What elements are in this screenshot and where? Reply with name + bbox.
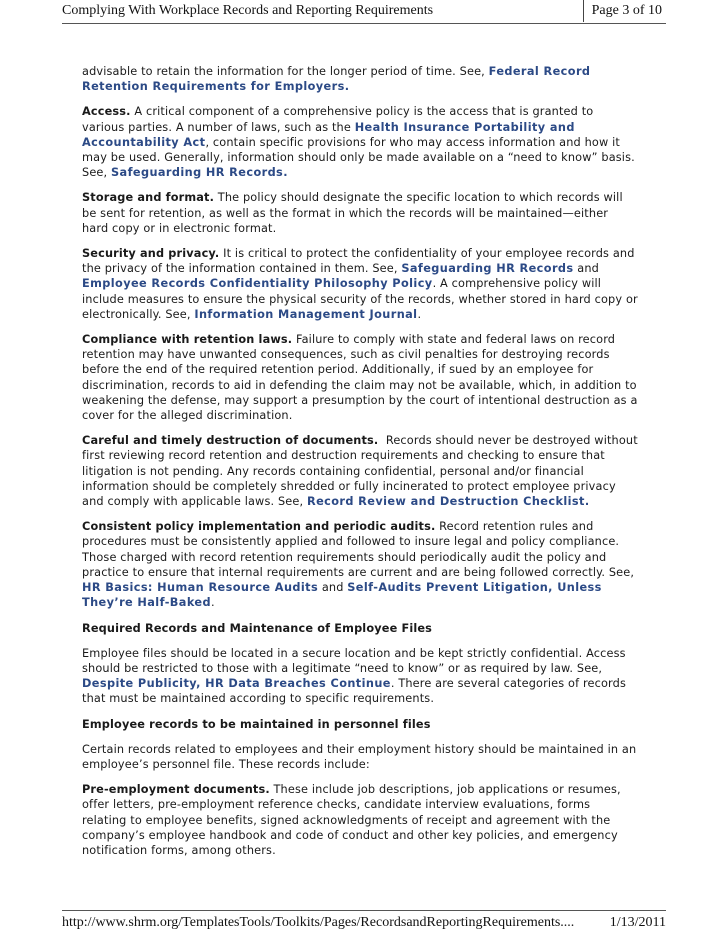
paragraph-retention: advisable to retain the information for the longer period of time. See, Federal Record Retention Requirements for Employers. — [82, 65, 591, 94]
link-safeguarding-hr-records-2[interactable]: Safeguarding HR Records — [401, 262, 574, 276]
link-hr-basics-audits[interactable]: HR Basics: Human Resource Audits — [82, 581, 319, 595]
heading-destruction: Careful and timely destruction of documents. — [82, 434, 379, 448]
link-hr-data-breaches[interactable]: Despite Publicity, HR Data Breaches Continue — [82, 677, 391, 691]
heading-storage: Storage and format. — [82, 191, 215, 205]
link-federal-record-retention[interactable]: Federal Record Retention Requirements for Employers — [82, 65, 591, 94]
paragraph-employee-files: Employee files should be located in a secure location and be kept strictly confidential. Access should be restricted to those with a legitimate “need to know” or as required by law. See, Despite Publicity, HR Data Breaches Continue. There are several categories of records that must be maintained according to specific requirements. — [82, 646, 627, 706]
paragraph-pre-employment: Pre-employment documents. These include job descriptions, job applications or resumes, offer letters, pre-employment reference checks, candidate interview evaluations, forms relating to employee benefits, signed acknowledgments of receipt and agreement with the company’s employee handbook and code of conduct and other key policies, and emergency notification forms, among others. — [82, 783, 621, 857]
link-hipaa[interactable]: Health Insurance Portability and Accountability Act — [82, 120, 575, 149]
paragraph-destruction: Careful and timely destruction of documents. Records should never be destroyed without first reviewing record retention and destruction requirements and checking to ensure that litigation is not pending. Any records containing confidential, personal and/or financial information should be completely shredded or fully incinerated to protect employee privacy and comply with applicable laws. See, Record Review and Destruction Checklist. — [82, 434, 642, 509]
paragraph-compliance: Compliance with retention laws. Failure to comply with state and federal laws on record retention may have unwanted consequences, such as civil penalties for destroying records before the end of the required retention period. Additionally, if sued by an employee for discrimination, records to aid in defending the claim may not be available, which, in addition to weakening the defense, may support a presumption by the court of intentional destruction as a cover for the alleged discrimination. — [82, 333, 638, 423]
section-heading-personnel-files: Employee records to be maintained in personnel files — [82, 717, 431, 731]
heading-compliance: Compliance with retention laws. — [82, 333, 293, 347]
heading-pre-employment: Pre-employment documents. — [82, 783, 270, 797]
section-heading-required-records: Required Records and Maintenance of Employee Files — [82, 621, 433, 635]
heading-security: Security and privacy. — [82, 247, 220, 261]
link-safeguarding-hr-records[interactable]: Safeguarding HR Records — [111, 166, 284, 180]
page-header — [62, 0, 666, 22]
link-confidentiality-policy[interactable]: Employee Records Confidentiality Philosophy Policy — [82, 277, 433, 291]
paragraph-access: Access. A critical component of a comprehensive policy is the access that is granted to various parties. A number of laws, such as the Health Insurance Portability and Accountability Act, contain specific provisions for who may access information and how it may be used. Generally, information should only be made available on a “need to know” basis. See, Safeguarding HR Records. — [82, 105, 635, 180]
page-footer — [62, 912, 666, 934]
paragraph-personnel-intro: Certain records related to employees and their employment history should be maintained in an employee’s personnel file. These records include: — [82, 742, 637, 771]
heading-audits: Consistent policy implementation and periodic audits. — [82, 520, 436, 534]
link-information-management-journal[interactable]: Information Management Journal — [194, 307, 418, 321]
document-body — [82, 64, 642, 868]
paragraph-storage: Storage and format. The policy should designate the specific location to which records will be sent for retention, as well as the format in which the records will be maintained—either hard copy or in electronic format. — [82, 191, 623, 235]
link-record-review-checklist[interactable]: Record Review and Destruction Checklist — [306, 495, 585, 509]
document-title: Complying With Workplace Records and Reporting Requirements — [62, 3, 434, 18]
page-number: Page 3 of 10 — [583, 0, 666, 22]
footer-rule — [62, 910, 666, 911]
link-self-audits[interactable]: Self-Audits Prevent Litigation, Unless They’re Half-Baked — [82, 581, 602, 610]
heading-access: Access. — [82, 105, 131, 119]
print-date: 1/13/2011 — [609, 915, 666, 930]
paragraph-security: Security and privacy. It is critical to protect the confidentiality of your employee records and the privacy of the information contained in them. See, Safeguarding HR Records and Employee Records Confidentiality Philosophy Policy. A comprehensive policy will include measures to ensure the physical security of the records, whether stored in hard copy or electronically. See, Information Management Journal. — [82, 247, 638, 321]
header-rule — [62, 23, 666, 24]
paragraph-audits: Consistent policy implementation and periodic audits. Record retention rules and procedures must be consistently applied and followed to insure legal and policy compliance. Those charged with record retention requirements should periodically audit the policy and practice to ensure that internal requirements are current and are being followed correctly. See, HR Basics: Human Resource Audits and Self-Audits Prevent Litigation, Unless They’re Half-Baked. — [82, 520, 635, 610]
source-url: http://www.shrm.org/TemplatesTools/Toolkits/Pages/RecordsandReportingRequirements.... — [62, 915, 575, 930]
